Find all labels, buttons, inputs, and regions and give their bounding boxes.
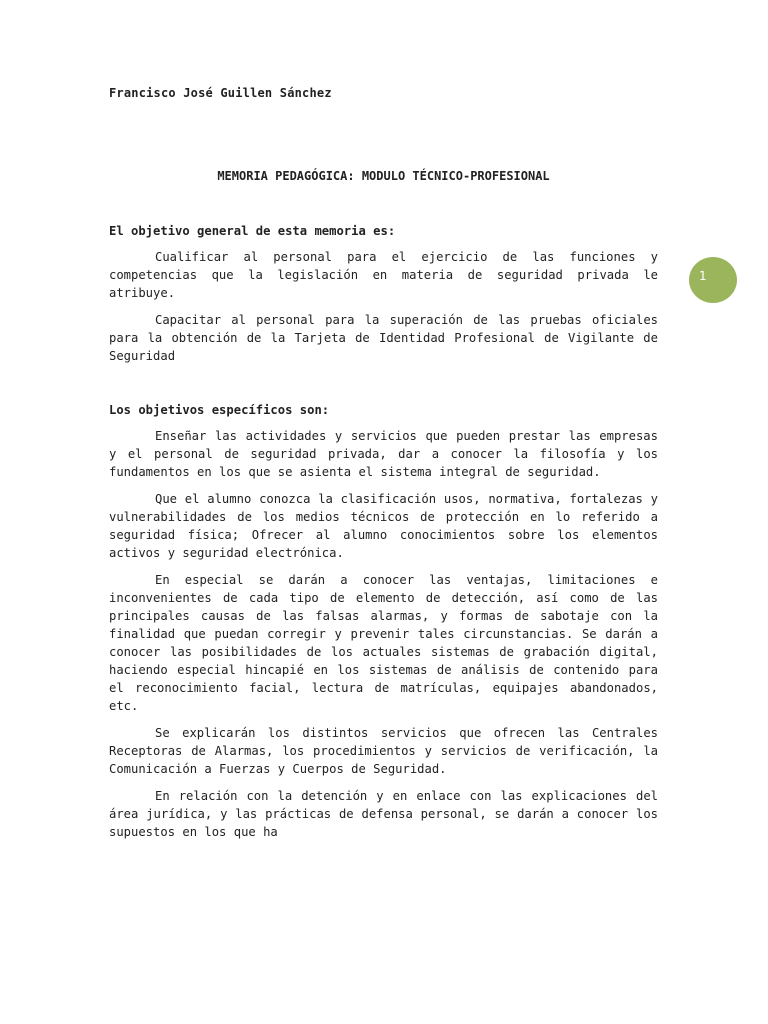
general-objective-heading: El objetivo general de esta memoria es: xyxy=(109,224,396,238)
document-body xyxy=(109,222,658,850)
general-objective-section xyxy=(109,222,658,365)
specific-objectives-section xyxy=(109,401,658,841)
page-number-badge xyxy=(689,257,737,303)
paragraph: Se explicarán los distintos servicios que ofrecen las Centrales Receptoras de Alarmas, los procedimientos y servicios de verificación, la Comunicación a Fuerzas y Cuerpos de Seguridad. xyxy=(109,726,658,776)
author-name: Francisco José Guillen Sánchez xyxy=(109,86,332,100)
document-title: MEMORIA PEDAGÓGICA: MODULO TÉCNICO-PROFESIONAL xyxy=(217,169,550,183)
paragraph: Que el alumno conozca la clasificación usos, normativa, fortalezas y vulnerabilidades de los medios técnicos de protección en lo referido a seguridad física; Ofrecer al alumno conocimientos sobre los elementos activos y seguridad electrónica. xyxy=(109,492,658,560)
paragraph: Enseñar las actividades y servicios que pueden prestar las empresas y el personal de seguridad privada, dar a conocer la filosofía y los fundamentos en los que se asienta el sistema integral de seguridad. xyxy=(109,429,658,479)
page-number: 1 xyxy=(699,269,707,283)
paragraph: Cualificar al personal para el ejercicio de las funciones y competencias que la legislación en materia de seguridad privada le atribuye. xyxy=(109,250,658,300)
paragraph: En relación con la detención y en enlace con las explicaciones del área jurídica, y las prácticas de defensa personal, se darán a conocer los supuestos en los que ha xyxy=(109,789,658,839)
paragraph: En especial se darán a conocer las ventajas, limitaciones e inconvenientes de cada tipo de elemento de detección, así como de las principales causas de las falsas alarmas, y formas de sabotaje con la finalidad que puedan corregir y prevenir tales circunstancias. Se darán a conocer las posibilidades de los actuales sistemas de grabación digital, haciendo especial hincapié en los sistemas de análisis de contenido para el reconocimiento facial, lectura de matrículas, equipajes abandonados, etc. xyxy=(109,573,658,713)
paragraph: Capacitar al personal para la superación de las pruebas oficiales para la obtención de la Tarjeta de Identidad Profesional de Vigilante de Seguridad xyxy=(109,313,658,363)
specific-objectives-heading: Los objetivos específicos son: xyxy=(109,403,330,417)
